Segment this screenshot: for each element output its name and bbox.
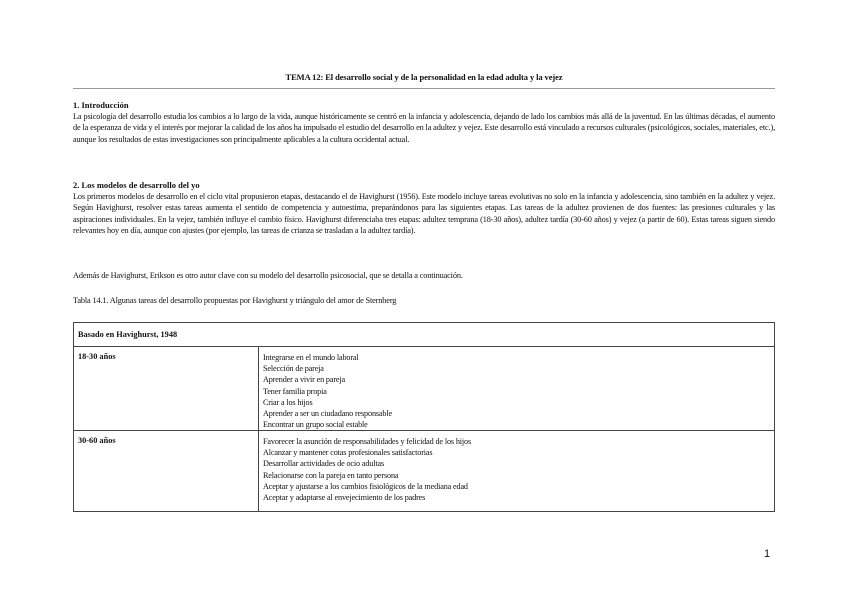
- task-item: Relacionarse con la pareja en tanto persona: [263, 470, 399, 480]
- table-caption: Tabla 14.1. Algunas tareas del desarrollo propuestas por Havighurst y triángulo del amor de Sternberg: [73, 296, 397, 305]
- task-item: Alcanzar y mantener cotas profesionales satisfactorias: [263, 448, 433, 458]
- introduction-paragraph: La psicología del desarrollo estudia los cambios a lo largo de la vida, aunque históricamente se centró en la infancia y adolescencia, dejando de lado los cambios más allá de la juventud. En las últimas décadas, el aumento de la esperanza de vida y el interés por mejorar la calidad de los años ha impulsado el estudio del desarrollo en la adultez y vejez. Este desarrollo está vinculado a recursos culturales (psicológicos, sociales, materiales, etc.), aunque los resultados de estas investigaciones son principalmente aplicables a la cultura occidental actual.: [73, 112, 775, 144]
- havighurst-tasks-table: [73, 322, 775, 512]
- task-item: Aceptar y adaptarse al envejecimiento de los padres: [263, 493, 426, 503]
- section-heading-models: 2. Los modelos de desarrollo del yo: [73, 180, 200, 190]
- age-range-cell: 30-60 años: [74, 431, 259, 511]
- task-item: Desarrollar actividades de ocio adultas: [263, 459, 385, 469]
- page-number: 1: [764, 548, 771, 560]
- erikson-paragraph: Además de Havighurst, Erikson es otro autor clave con su modelo del desarrollo psicosocial, que se detalla a continuación.: [73, 271, 463, 280]
- tasks-cell: [259, 431, 774, 511]
- task-item: Selección de pareja: [263, 364, 324, 374]
- tasks-cell: [259, 347, 774, 430]
- document-title: TEMA 12: El desarrollo social y de la personalidad en la edad adulta y la vejez: [285, 72, 563, 82]
- task-item: Encontrar un grupo social estable: [263, 420, 368, 430]
- task-item: Tener familia propia: [263, 386, 327, 396]
- age-range-cell: 18-30 años: [74, 347, 259, 430]
- task-item: Integrarse en el mundo laboral: [263, 353, 359, 362]
- task-item: Aceptar y ajustarse a los cambios fisiológicos de la mediana edad: [263, 481, 468, 491]
- task-item: Aprender a ser un ciudadano responsable: [263, 409, 392, 419]
- table-row: [74, 431, 774, 511]
- task-item: Criar a los hijos: [263, 397, 313, 407]
- task-item: Aprender a vivir en pareja: [263, 375, 346, 385]
- table-header: Basado en Havighurst, 1948: [74, 323, 774, 347]
- table-row: [74, 347, 774, 431]
- title-divider: [73, 88, 775, 89]
- models-paragraph: Los primeros modelos de desarrollo en el ciclo vital propusieron etapas, destacando el de Havighurst (1956). Este modelo incluye tareas evolutivas no solo en la infancia y adolescencia, sino también en la adultez y vejez. Según Havighurst, resolver estas tareas aumenta el sentido de competencia y autoestima, preparándonos para las siguientes etapas. Las tareas de la adultez provienen de dos fuentes: las presiones culturales y las aspiraciones individuales. En la vejez, también influye el cambio físico. Havighurst diferenciaba tres etapas: adultez temprana (18-30 años), adultez tardía (30-60 años) y vejez (a partir de 60). Estas tareas siguen siendo relevantes hoy en día, aunque con ajustes (por ejemplo, las tareas de crianza se trasladan a la adultez tardía).: [73, 192, 775, 235]
- task-item: Favorecer la asunción de responsabilidades y felicidad de los hijos: [263, 437, 471, 446]
- section-heading-introduction: 1. Introducción: [73, 100, 129, 110]
